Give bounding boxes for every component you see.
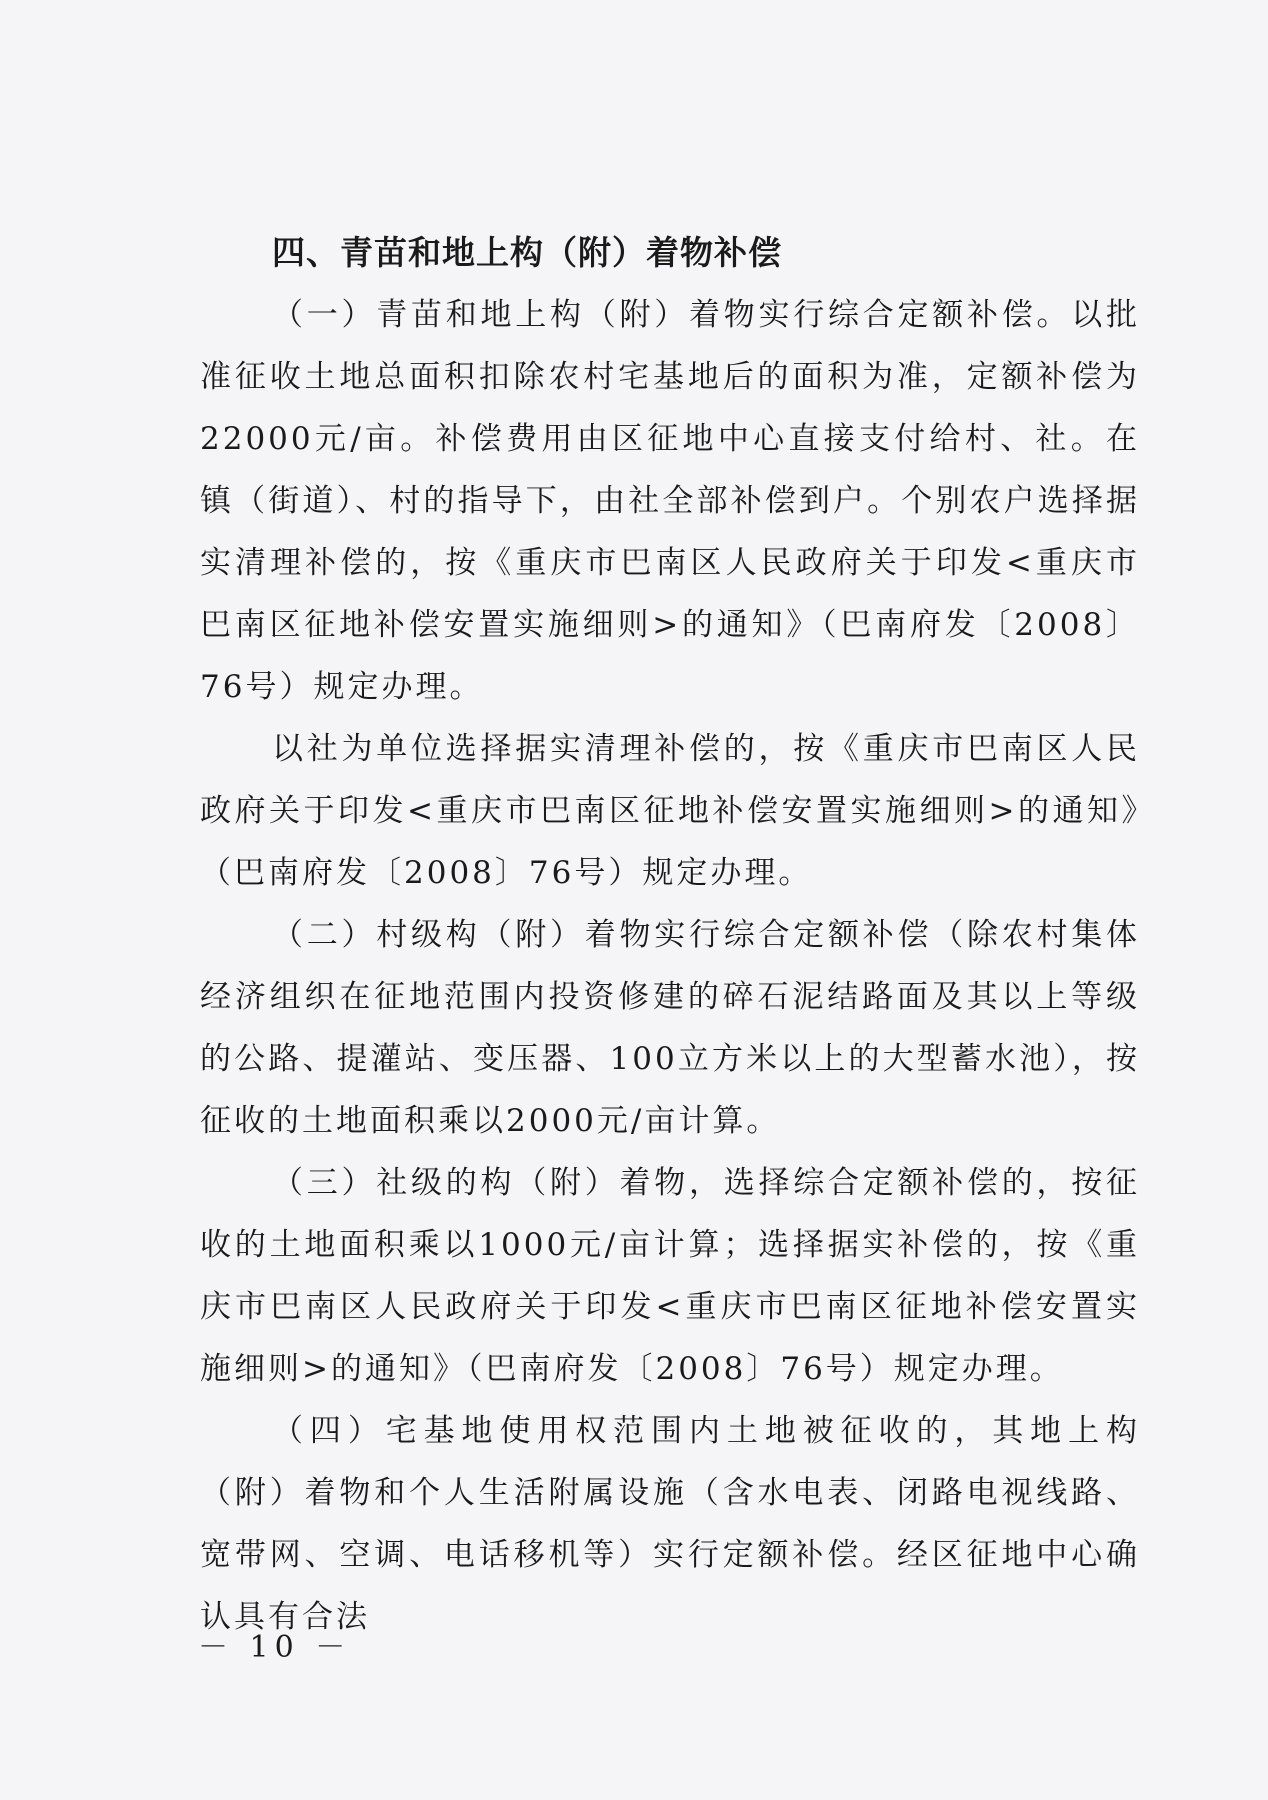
paragraph-5: （四）宅基地使用权范围内土地被征收的，其地上构（附）着物和个人生活附属设施（含水电表、闭路电视线路、宽带网、空调、电话移机等）实行定额补偿。经区征地中心确认具有合法 — [200, 1413, 1140, 1635]
paragraph-4: （三）社级的构（附）着物，选择综合定额补偿的，按征收的土地面积乘以1000元/亩计算；选择据实补偿的，按《重庆市巴南区人民政府关于印发<重庆市巴南区征地补偿安置实施细则>的通知》（巴南府发〔2008〕76号）规定办理。 — [200, 1165, 1140, 1387]
page-number: － 10 － — [198, 1630, 352, 1665]
paragraph-1: （一）青苗和地上构（附）着物实行综合定额补偿。以批准征收土地总面积扣除农村宅基地后的面积为准，定额补偿为22000元/亩。补偿费用由区征地中心直接支付给村、社。在镇（街道）、村的指导下，由社全部补偿到户。个别农户选择据实清理补偿的，按《重庆市巴南区人民政府关于印发<重庆市巴南区征地补偿安置实施细则>的通知》（巴南府发〔2008〕76号）规定办理。 — [200, 297, 1140, 705]
paragraph-2: 以社为单位选择据实清理补偿的，按《重庆市巴南区人民政府关于印发<重庆市巴南区征地补偿安置实施细则>的通知》（巴南府发〔2008〕76号）规定办理。 — [200, 731, 1140, 891]
paragraph-3: （二）村级构（附）着物实行综合定额补偿（除农村集体经济组织在征地范围内投资修建的碎石泥结路面及其以上等级的公路、提灌站、变压器、100立方米以上的大型蓄水池），按征收的土地面积乘以2000元/亩计算。 — [200, 917, 1140, 1139]
document-body — [200, 222, 1140, 1648]
section-heading: 四、青苗和地上构（附）着物补偿 — [272, 233, 782, 272]
